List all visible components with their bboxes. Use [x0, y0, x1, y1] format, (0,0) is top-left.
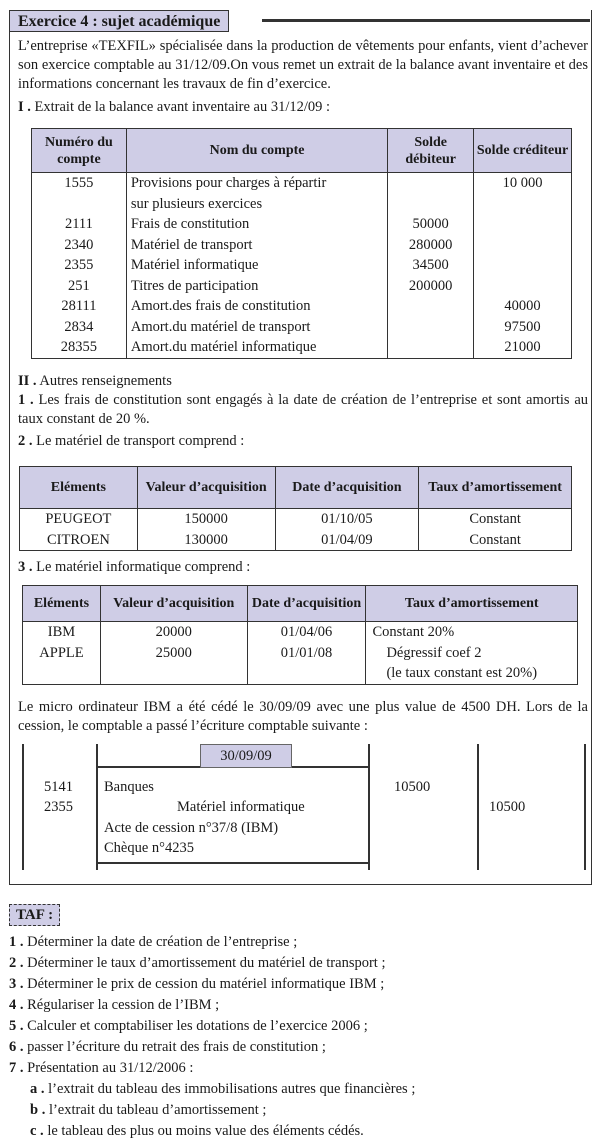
info-2 — [18, 432, 588, 451]
balance-cell-credit — [474, 194, 572, 215]
info-cell-el — [23, 663, 101, 684]
balance-cell-name: Frais de constitution — [126, 214, 387, 235]
journal-entry — [22, 744, 586, 870]
transport-header-val: Valeur d’acquisition — [137, 467, 275, 509]
journal-debit: 10500 — [394, 779, 431, 795]
balance-cell-name: Amort.du matériel informatique — [126, 337, 387, 358]
taf-item-1: 1 . Déterminer la date de création de l’entreprise ; — [9, 934, 298, 950]
balance-cell-credit: 21000 — [474, 337, 572, 358]
journal-account-1: 5141 — [44, 779, 73, 795]
transport-cell-taux: Constant — [419, 509, 572, 530]
balance-cell-credit — [474, 214, 572, 235]
info-3 — [18, 558, 588, 577]
title-bar — [9, 10, 229, 32]
transport-table — [19, 466, 572, 551]
transport-cell-el: CITROEN — [20, 530, 138, 551]
taf-item-4: 4 . Régulariser la cession de l’IBM ; — [9, 997, 220, 1013]
info-header-val: Valeur d’acquisition — [100, 586, 247, 622]
balance-cell-num: 28111 — [32, 296, 127, 317]
info-cell-val: 25000 — [100, 643, 247, 664]
balance-cell-credit — [474, 235, 572, 256]
info-1-text: Les frais de constitution sont engagés à la date de création de l’entreprise et sont amortis au taux constant de 20 %. — [18, 392, 589, 427]
transport-header-taux: Taux d’amortissement — [419, 467, 572, 509]
info-cell-taux: Dégressif coef 2 — [366, 643, 578, 664]
balance-cell-name: Titres de participation — [126, 276, 387, 297]
transport-header-date: Date d’acquisition — [275, 467, 419, 509]
balance-row — [32, 317, 572, 338]
balance-cell-name: Amort.du matériel de transport — [126, 317, 387, 338]
taf-item-7: 7 . Présentation au 31/12/2006 : — [9, 1060, 194, 1076]
section-2-number: II . — [18, 373, 37, 389]
balance-row — [32, 235, 572, 256]
info-header-date: Date d’acquisition — [247, 586, 366, 622]
balance-cell-num: 2355 — [32, 255, 127, 276]
info-1-number: 1 . — [18, 392, 34, 408]
transport-cell-date: 01/04/09 — [275, 530, 419, 551]
section-2-text: Autres renseignements — [39, 373, 172, 389]
title-rule — [262, 19, 590, 22]
transport-row — [20, 530, 572, 551]
journal-line-2: Matériel informatique — [177, 799, 305, 815]
info-header-el: Eléments — [23, 586, 101, 622]
cession-paragraph: Le micro ordinateur IBM a été cédé le 30/09/09 avec une plus value de 4500 DH. Lors de la cession, le comptable a passé l’écriture comptable suivante : — [18, 699, 588, 734]
info-3-text: Le matériel informatique comprend : — [36, 559, 251, 575]
info-cell-date: 01/01/08 — [247, 643, 366, 664]
balance-header-num: Numéro du compte — [32, 129, 127, 173]
balance-cell-num: 2340 — [32, 235, 127, 256]
section-1-number: I . — [18, 99, 31, 115]
transport-header-el: Eléments — [20, 467, 138, 509]
informatique-body — [23, 622, 578, 685]
info-header-taux: Taux d’amortissement — [366, 586, 578, 622]
info-cell-taux: Constant 20% — [366, 622, 578, 643]
journal-date: 30/09/09 — [200, 744, 292, 768]
balance-cell-credit: 97500 — [474, 317, 572, 338]
transport-cell-el: PEUGEOT — [20, 509, 138, 530]
section-1-text: Extrait de la balance avant inventaire au 31/12/09 : — [34, 99, 331, 115]
balance-row — [32, 214, 572, 235]
transport-row — [20, 509, 572, 530]
balance-cell-debit: 50000 — [388, 214, 474, 235]
balance-cell-debit — [388, 194, 474, 215]
transport-cell-val: 150000 — [137, 509, 275, 530]
taf-label: TAF : — [9, 904, 60, 926]
section-1-heading — [18, 98, 588, 117]
info-cell-val — [100, 663, 247, 684]
balance-cell-credit — [474, 255, 572, 276]
taf-item-2: 2 . Déterminer le taux d’amortissement du matériel de transport ; — [9, 955, 386, 971]
balance-cell-num — [32, 194, 127, 215]
balance-cell-debit: 34500 — [388, 255, 474, 276]
balance-cell-debit — [388, 296, 474, 317]
balance-cell-credit: 40000 — [474, 296, 572, 317]
balance-cell-debit — [388, 317, 474, 338]
intro-paragraph: L’entreprise «TEXFIL» spécialisée dans la production de vêtements pour enfants, vient d’achever son exercice comptable au 31/12/09.On vous remet un extrait de la balance avant inventaire et des informations concernant les travaux de fin d’exercice. — [18, 38, 588, 92]
informatique-row — [23, 643, 578, 664]
journal-line-3: Acte de cession n°37/8 (IBM) — [104, 820, 279, 836]
informatique-row — [23, 663, 578, 684]
balance-cell-debit — [388, 337, 474, 358]
balance-cell-debit — [388, 173, 474, 194]
journal-line-4: Chèque n°4235 — [104, 840, 194, 856]
journal-line-1: Banques — [104, 779, 154, 795]
balance-cell-name: Matériel informatique — [126, 255, 387, 276]
balance-cell-num: 2111 — [32, 214, 127, 235]
journal-credit: 10500 — [489, 799, 526, 815]
taf-item-5: 5 . Calculer et comptabiliser les dotations de l’exercice 2006 ; — [9, 1018, 368, 1034]
taf-item-3: 3 . Déterminer le prix de cession du matériel informatique IBM ; — [9, 976, 385, 992]
balance-cell-credit: 10 000 — [474, 173, 572, 194]
informatique-row — [23, 622, 578, 643]
transport-cell-val: 130000 — [137, 530, 275, 551]
balance-cell-name: Provisions pour charges à répartir — [126, 173, 387, 194]
info-2-text: Le matériel de transport comprend : — [36, 433, 245, 449]
taf-subitem-c: c . le tableau des plus ou moins value des éléments cédés. — [30, 1123, 364, 1139]
balance-body — [32, 173, 572, 359]
taf-item-6: 6 . passer l’écriture du retrait des frais de constitution ; — [9, 1039, 326, 1055]
info-3-number: 3 . — [18, 559, 33, 575]
info-cell-date: 01/04/06 — [247, 622, 366, 643]
info-2-number: 2 . — [18, 433, 33, 449]
exercise-title: Exercice 4 : sujet académique — [9, 10, 229, 32]
balance-row — [32, 296, 572, 317]
balance-row — [32, 255, 572, 276]
balance-cell-name: Matériel de transport — [126, 235, 387, 256]
info-cell-el: APPLE — [23, 643, 101, 664]
taf-subitem-a: a . l’extrait du tableau des immobilisations autres que financières ; — [30, 1081, 416, 1097]
info-cell-el: IBM — [23, 622, 101, 643]
info-1 — [18, 391, 588, 429]
taf-subitem-b: b . l’extrait du tableau d’amortissement ; — [30, 1102, 267, 1118]
balance-row — [32, 276, 572, 297]
balance-row — [32, 173, 572, 194]
info-cell-taux: (le taux constant est 20%) — [366, 663, 578, 684]
balance-cell-num: 251 — [32, 276, 127, 297]
journal-account-2: 2355 — [44, 799, 73, 815]
balance-cell-num: 28355 — [32, 337, 127, 358]
balance-row — [32, 337, 572, 358]
section-2-heading — [18, 372, 588, 391]
balance-table — [31, 128, 572, 359]
balance-cell-num: 2834 — [32, 317, 127, 338]
balance-cell-num: 1555 — [32, 173, 127, 194]
balance-row — [32, 194, 572, 215]
balance-cell-debit: 200000 — [388, 276, 474, 297]
transport-cell-taux: Constant — [419, 530, 572, 551]
info-cell-val: 20000 — [100, 622, 247, 643]
transport-cell-date: 01/10/05 — [275, 509, 419, 530]
informatique-table — [22, 585, 578, 685]
balance-cell-name: sur plusieurs exercices — [126, 194, 387, 215]
transport-body — [20, 509, 572, 551]
info-cell-date — [247, 663, 366, 684]
balance-header-name: Nom du compte — [126, 129, 387, 173]
balance-header-debit: Solde débiteur — [388, 129, 474, 173]
balance-cell-name: Amort.des frais de constitution — [126, 296, 387, 317]
balance-cell-credit — [474, 276, 572, 297]
balance-header-credit: Solde créditeur — [474, 129, 572, 173]
balance-cell-debit: 280000 — [388, 235, 474, 256]
